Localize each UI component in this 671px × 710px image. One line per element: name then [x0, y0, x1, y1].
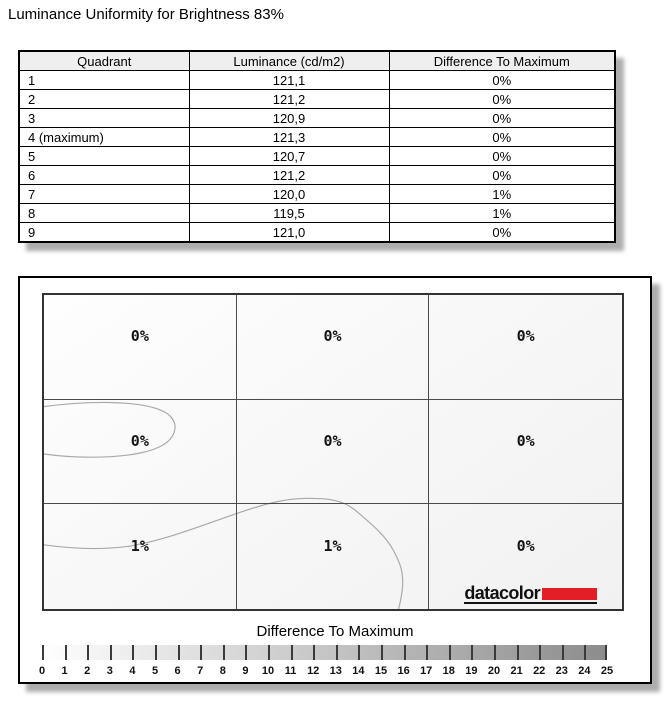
- scale-tick: [178, 645, 180, 660]
- luminance-cell: 121,1: [189, 71, 389, 90]
- table-row: [19, 185, 615, 204]
- scale-tick-label: 12: [307, 665, 320, 677]
- table-row: [19, 223, 615, 243]
- cell-percentage: 0%: [516, 432, 535, 451]
- scale-tick-label: 9: [242, 665, 249, 677]
- uniformity-cell: [44, 400, 237, 505]
- scale-tick: [313, 645, 315, 660]
- table-row: [19, 204, 615, 223]
- scale-tick-label: 23: [555, 665, 568, 677]
- scale-tick: [155, 645, 157, 660]
- scale-tick: [336, 645, 338, 660]
- difference-cell: 0%: [389, 109, 615, 128]
- scale-tick-label: 14: [352, 665, 365, 677]
- quadrant-cell: 1: [19, 71, 189, 90]
- table-row: [19, 128, 615, 147]
- cell-percentage: 0%: [323, 432, 342, 451]
- uniformity-cell: [429, 504, 622, 609]
- scale-tick: [110, 645, 112, 660]
- scale-tick-label: 3: [106, 665, 113, 677]
- difference-cell: 0%: [389, 90, 615, 109]
- luminance-cell: 120,0: [189, 185, 389, 204]
- scale-tick-label: 8: [219, 665, 226, 677]
- scale-tick: [87, 645, 89, 660]
- table-row: [19, 90, 615, 109]
- uniformity-cell: [237, 400, 430, 505]
- scale-tick-label: 20: [487, 665, 501, 677]
- luminance-cell: 121,3: [189, 128, 389, 147]
- scale-tick-label: 0: [38, 665, 46, 677]
- quadrant-cell: 8: [19, 204, 189, 223]
- column-header: Difference To Maximum: [389, 51, 615, 71]
- luminance-cell: 119,5: [189, 204, 389, 223]
- scale-tick: [449, 645, 451, 660]
- cell-percentage: 0%: [516, 327, 535, 346]
- scale-tick: [584, 645, 586, 660]
- cell-percentage: 1%: [323, 537, 342, 556]
- scale-tick: [291, 645, 293, 660]
- uniformity-cell: [237, 504, 430, 609]
- scale-tick-label: 17: [420, 665, 433, 677]
- scale-tick-label: 6: [174, 665, 181, 677]
- table-row: [19, 71, 615, 90]
- scale-tick-label: 13: [329, 665, 342, 677]
- scale-tick-labels: [38, 665, 614, 679]
- scale-tick-label: 11: [284, 665, 297, 677]
- scale-tick: [223, 645, 225, 660]
- quadrant-cell: 4 (maximum): [19, 128, 189, 147]
- scale-tick-label: 10: [261, 665, 275, 677]
- difference-cell: 1%: [389, 185, 615, 204]
- uniformity-cell: [237, 295, 430, 400]
- scale-tick: [605, 645, 607, 660]
- scale-tick: [268, 645, 270, 660]
- scale-tick-label: 19: [465, 665, 478, 677]
- scale-tick-label: 2: [84, 665, 91, 677]
- table-header-row: [19, 51, 615, 71]
- scale-tick-label: 1: [61, 665, 68, 677]
- scale-tick: [426, 645, 428, 660]
- scale-tick: [245, 645, 247, 660]
- table-row: [19, 147, 615, 166]
- scale-tick: [562, 645, 564, 660]
- difference-cell: 0%: [389, 128, 615, 147]
- table-row: [19, 166, 615, 185]
- scale-tick: [200, 645, 202, 660]
- cell-percentage: 0%: [130, 327, 149, 346]
- luminance-cell: 121,2: [189, 166, 389, 185]
- cell-percentage: 0%: [130, 432, 149, 451]
- datacolor-logo-text: datacolor: [464, 583, 540, 603]
- scale-tick-label: 7: [197, 665, 204, 677]
- quadrant-cell: 6: [19, 166, 189, 185]
- scale-tick: [132, 645, 134, 660]
- cell-percentage: 1%: [130, 537, 149, 556]
- uniformity-cell: [429, 400, 622, 505]
- difference-cell: 0%: [389, 71, 615, 90]
- page-title: Luminance Uniformity for Brightness 83%: [8, 6, 284, 23]
- uniformity-cell: [44, 295, 237, 400]
- table-row: [19, 109, 615, 128]
- scale-tick: [517, 645, 519, 660]
- scale-tick: [404, 645, 406, 660]
- scale-tick: [471, 645, 473, 660]
- quadrant-cell: 7: [19, 185, 189, 204]
- luminance-table: [18, 50, 616, 243]
- column-header: Quadrant: [19, 51, 189, 71]
- scale-tick: [358, 645, 360, 660]
- difference-cell: 0%: [389, 166, 615, 185]
- cell-percentage: 0%: [516, 537, 535, 556]
- scale-tick-label: 16: [397, 665, 410, 677]
- scale-tick-label: 24: [578, 665, 591, 677]
- luminance-cell: 120,7: [189, 147, 389, 166]
- cell-percentage: 0%: [323, 327, 342, 346]
- uniformity-grid: [42, 293, 624, 611]
- luminance-cell: 121,0: [189, 223, 389, 243]
- uniformity-cell: [429, 295, 622, 400]
- scale-tick-label: 21: [510, 665, 523, 677]
- scale-tick-label: 15: [374, 665, 388, 677]
- scale-tick-label: 5: [151, 665, 159, 677]
- quadrant-cell: 9: [19, 223, 189, 243]
- difference-cell: 0%: [389, 147, 615, 166]
- difference-cell: 1%: [389, 204, 615, 223]
- scale-tick: [42, 645, 44, 660]
- luminance-cell: 120,9: [189, 109, 389, 128]
- uniformity-cell: [44, 504, 237, 609]
- column-header: Luminance (cd/m2): [189, 51, 389, 71]
- scale-tick: [381, 645, 383, 660]
- quadrant-cell: 5: [19, 147, 189, 166]
- scale-tick: [494, 645, 496, 660]
- scale-tick-label: 4: [129, 665, 136, 677]
- scale-tick-label: 25: [600, 665, 614, 677]
- difference-cell: 0%: [389, 223, 615, 243]
- scale-tick-label: 18: [442, 665, 455, 677]
- uniformity-panel: [18, 276, 652, 684]
- luminance-cell: 121,2: [189, 90, 389, 109]
- scale-title: Difference To Maximum: [256, 623, 414, 640]
- quadrant-cell: 2: [19, 90, 189, 109]
- scale-tick: [65, 645, 67, 660]
- scale-tick-label: 22: [533, 665, 546, 677]
- scale-tick: [539, 645, 541, 660]
- scale-gradient-bar: [42, 645, 607, 660]
- quadrant-cell: 3: [19, 109, 189, 128]
